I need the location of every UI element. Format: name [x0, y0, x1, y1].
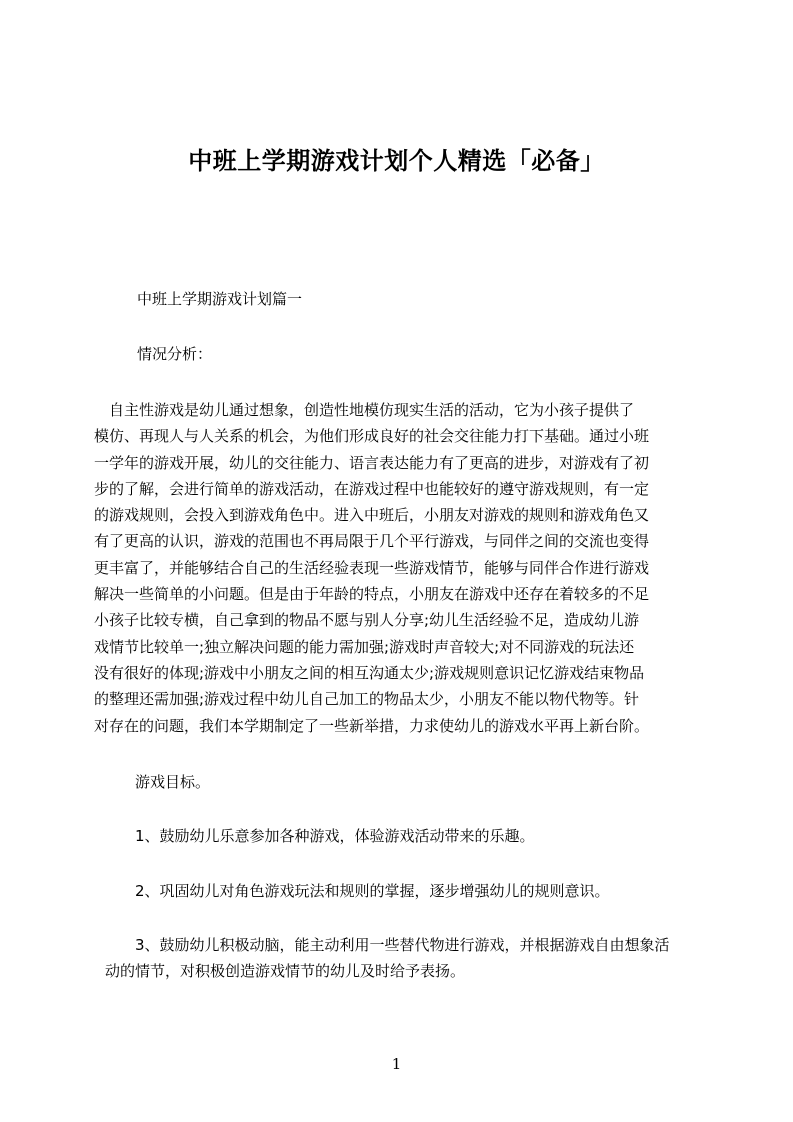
analysis-paragraph [94, 397, 699, 739]
goal-item-2: 2、巩固幼儿对角色游戏玩法和规则的掌握，逐步增强幼儿的规则意识。 [135, 882, 610, 900]
analysis-line: 有了更高的认识，游戏的范围也不再局限于几个平行游戏，与同伴之间的交流也变得 [94, 532, 650, 551]
analysis-line: 对存在的问题，我们本学期制定了一些新举措，力求使幼儿的游戏水平再上新台阶。 [94, 716, 650, 735]
analysis-line: 没有很好的体现;游戏中小朋友之间的相互沟通太少;游戏规则意识记忆游戏结束物品 [94, 663, 645, 682]
analysis-line: 更丰富了，并能够结合自己的生活经验表现一些游戏情节，能够与同伴合作进行游戏 [94, 558, 650, 577]
analysis-line: 的游戏规则，会投入到游戏角色中。进入中班后，小朋友对游戏的规则和游戏角色又 [94, 506, 650, 525]
analysis-line: 小孩子比较专横，自己拿到的物品不愿与别人分享;幼儿生活经验不足，造成幼儿游 [94, 611, 640, 630]
document-title: 中班上学期游戏计划个人精选「必备」 [188, 147, 605, 175]
goal-item-3-line-1: 3、鼓励幼儿积极动脑，能主动利用一些替代物进行游戏，并根据游戏自由想象活 [135, 936, 670, 954]
analysis-line: 一学年的游戏开展，幼儿的交往能力、语言表达能力有了更高的进步，对游戏有了初 [94, 453, 650, 472]
analysis-line: 自主性游戏是幼儿通过想象，创造性地模仿现实生活的活动，它为小孩子提供了 [94, 401, 635, 419]
analysis-line: 的整理还需加强;游戏过程中幼儿自己加工的物品太少，小朋友不能以物代物等。针 [94, 690, 640, 709]
goal-item-1: 1、鼓励幼儿乐意参加各种游戏，体验游戏活动带来的乐趣。 [135, 827, 535, 845]
goal-item-3-line-2: 动的情节，对积极创造游戏情节的幼儿及时给予表扬。 [105, 962, 466, 980]
analysis-heading: 情况分析： [137, 345, 213, 363]
page-number: 1 [391, 1055, 402, 1073]
analysis-line: 模仿、再现人与人关系的机会，为他们形成良好的社会交往能力打下基础。通过小班 [94, 427, 650, 446]
analysis-line: 解决一些简单的小问题。但是由于年龄的特点，小朋友在游戏中还存在着较多的不足 [94, 585, 650, 604]
analysis-line: 戏情节比较单一;独立解决问题的能力需加强;游戏时声音较大;对不同游戏的玩法还 [94, 637, 635, 656]
section-heading: 中班上学期游戏计划篇一 [137, 290, 303, 308]
analysis-line: 步的了解，会进行简单的游戏活动，在游戏过程中也能较好的遵守游戏规则，有一定 [94, 479, 650, 498]
goals-heading: 游戏目标。 [135, 773, 211, 791]
